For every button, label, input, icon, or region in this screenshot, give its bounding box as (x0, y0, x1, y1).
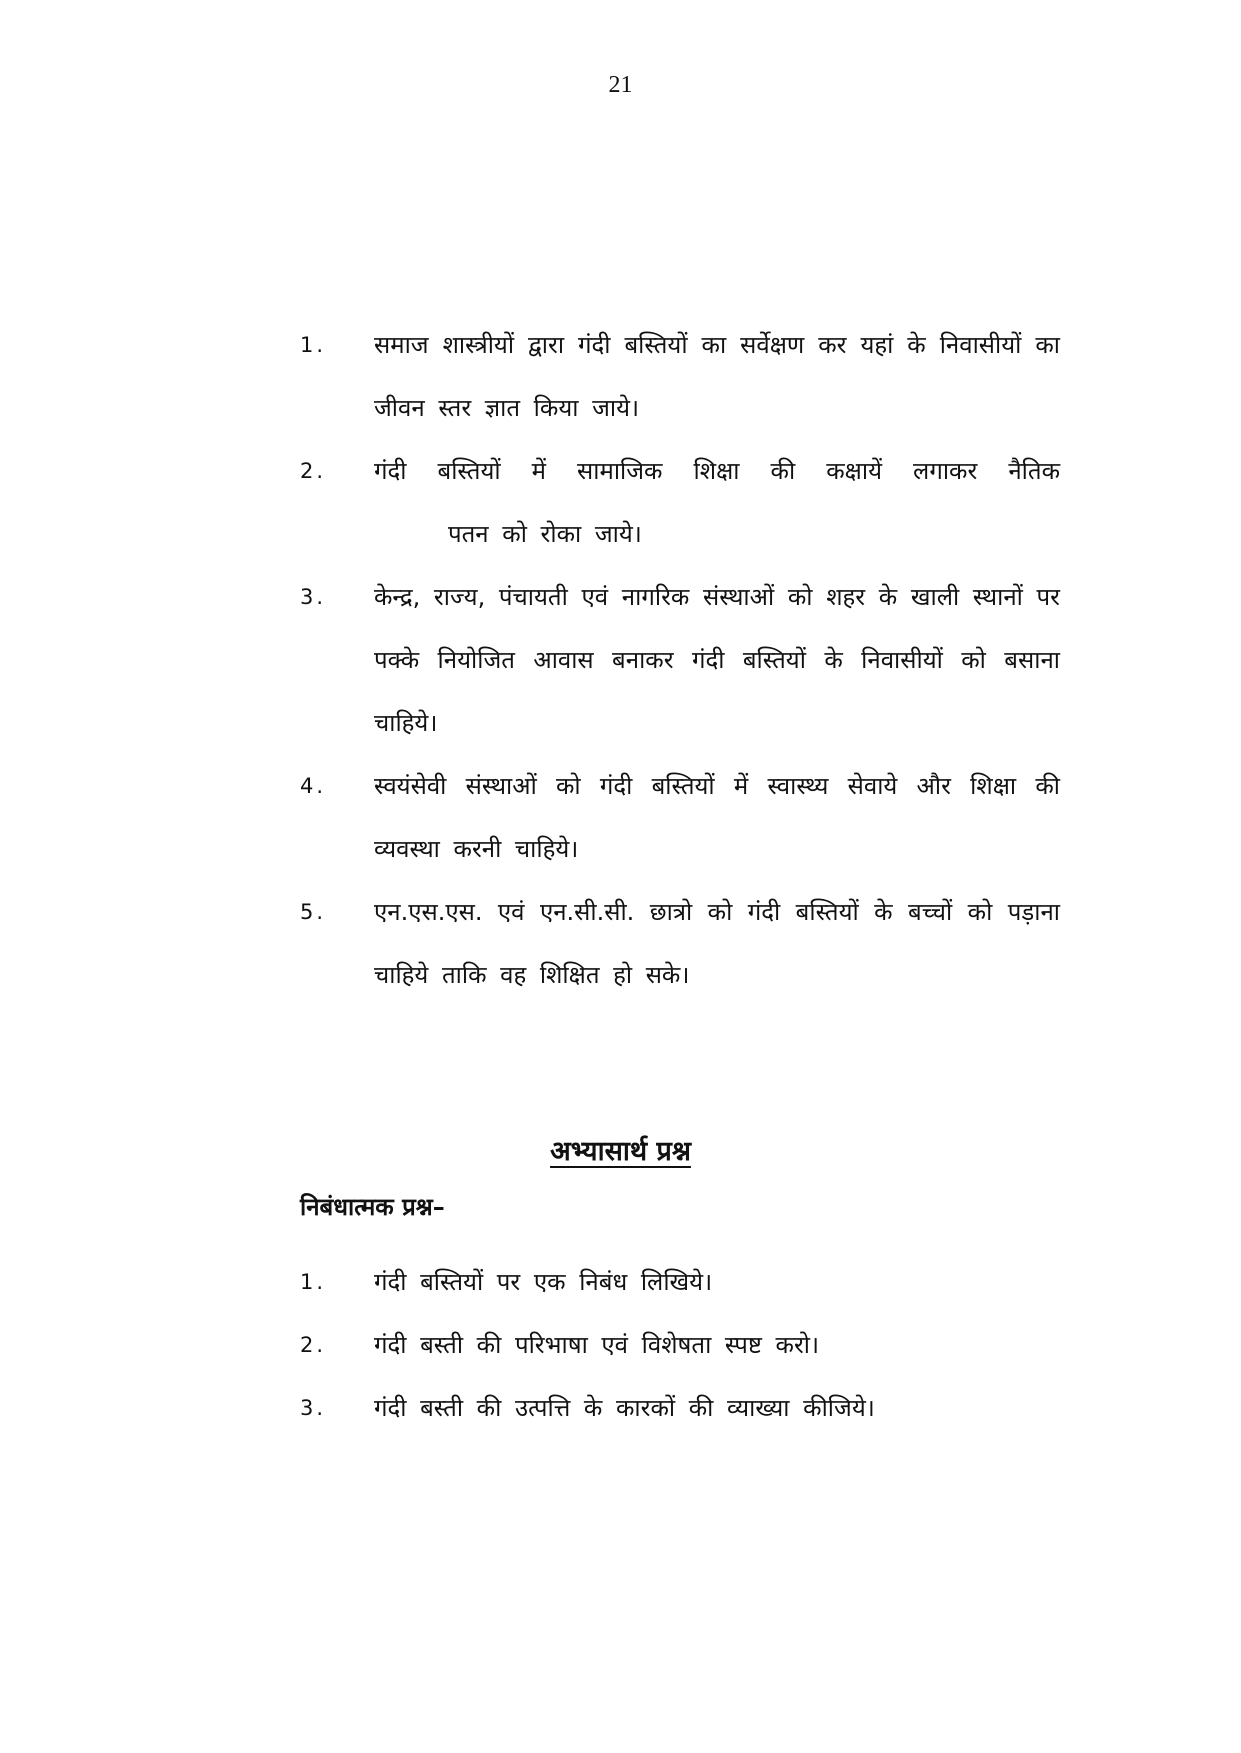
item-text: गंदी बस्ती की परिभाषा एवं विशेषता स्पष्ट करो। (374, 1331, 820, 1359)
list-item (300, 566, 1060, 755)
item-number: 4. (300, 774, 327, 798)
item-text: एन.एस.एस. एवं एन.सी.सी. छात्रो को गंदी बस्तियों के बच्चों को पड़ाना चाहिये ताकि वह शिक्षित हो सके। (374, 898, 1060, 989)
item-text: गंदी बस्तियों पर एक निबंध लिखिये। (374, 1268, 713, 1296)
item-text: केन्द्र, राज्य, पंचायती एवं नागरिक संस्थाओं को शहर के खाली स्थानों पर पक्के नियोजित आवास बनाकर गंदी बस्तियों के निवासीयों को बसाना चाहिये। (374, 583, 1060, 737)
item-number: 1. (300, 333, 327, 357)
item-number: 2. (300, 459, 327, 483)
list-item (300, 755, 1060, 881)
essay-questions-list (300, 1251, 1060, 1440)
list-item (300, 440, 1060, 566)
item-text: गंदी बस्तियों में सामाजिक शिक्षा की कक्षायें लगाकर नैतिक (374, 457, 1060, 485)
list-item (300, 1251, 1060, 1314)
page-number: 21 (608, 72, 633, 98)
recommendations-list (300, 314, 1060, 1007)
item-number: 1. (300, 1270, 327, 1294)
item-number: 5. (300, 900, 327, 924)
item-text: स्वयंसेवी संस्थाओं को गंदी बस्तियों में स्वास्थ्य सेवाये और शिक्षा की व्यवस्था करनी चाहिये। (374, 772, 1060, 863)
item-text-continued: पतन को रोका जाये। (448, 520, 642, 548)
list-item (300, 314, 1060, 440)
item-number: 2. (300, 1333, 327, 1357)
item-text: गंदी बस्ती की उत्पत्ति के कारकों की व्याख्या कीजिये। (374, 1394, 875, 1422)
essay-questions-heading: निबंधात्मक प्रश्न– (300, 1193, 445, 1221)
item-number: 3. (300, 585, 327, 609)
item-number: 3. (300, 1396, 327, 1420)
list-item (300, 881, 1060, 1007)
item-text: समाज शास्त्रीयों द्वारा गंदी बस्तियों का सर्वेक्षण कर यहां के निवासीयों का जीवन स्तर ज्ञात किया जाये। (374, 331, 1060, 422)
list-item (300, 1314, 1060, 1377)
list-item (300, 1377, 1060, 1440)
section-title: अभ्यासार्थ प्रश्न (550, 1136, 691, 1167)
